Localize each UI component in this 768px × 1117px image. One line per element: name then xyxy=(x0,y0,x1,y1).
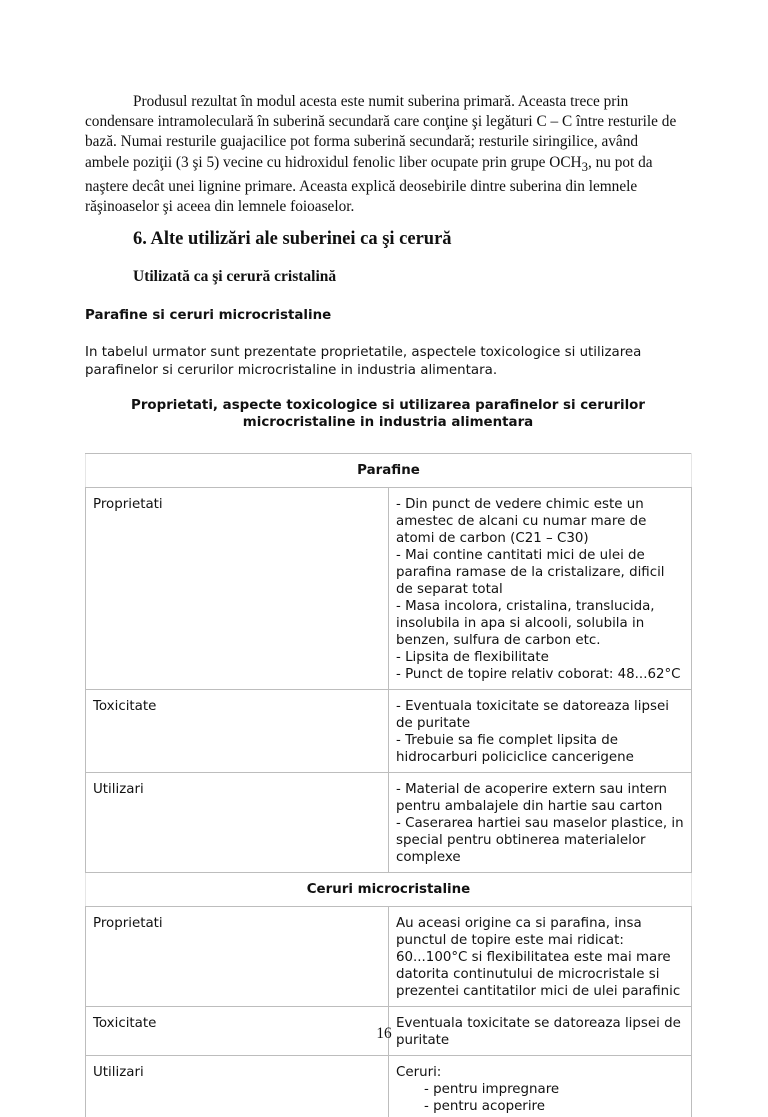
section-ceruri: Ceruri microcristaline xyxy=(86,873,692,907)
table-section-row xyxy=(86,454,692,488)
row-label-uses: Utilizari xyxy=(86,1056,389,1117)
parafine-toxicity-cell: - Eventuala toxicitate se datoreaza lipsei de puritate - Trebuie sa fie complet lipsita de hidrocarburi policiclice cancerigene xyxy=(389,690,692,773)
page-number: 16 xyxy=(0,1025,768,1043)
intro-paragraph: Produsul rezultat în modul acesta este numit suberina primară. Aceasta trece prin condensare intramoleculară în suberină secundară care conţine şi legături C – C între resturile de bază. Numai resturile guajacilice pot forma suberină secundară; resturile siringilice, având ambele poziţii (3 şi 5) vecine cu hidroxidul fenolic liber ocupate prin grupe $OCH_3$, nu pot da naştere decât unei lignine primare. Aceasta explică deosebirile dintre suberina din lemnele răşinoaselor şi aceea din lemnele foioaselor. xyxy=(85,92,685,217)
properties-table xyxy=(85,453,692,1117)
section-parafine: Parafine xyxy=(86,454,692,488)
table-section-row xyxy=(86,873,692,907)
row-label-toxicity: Toxicitate xyxy=(86,1007,389,1056)
section-heading: 6. Alte utilizări ale suberinei ca şi cerură xyxy=(133,229,452,250)
ceruri-properties-cell: Au aceasi origine ca si parafina, insa punctul de topire este mai ridicat: 60...100°C si flexibilitatea este mai mare datorita continutului de microcristale si prezentei cantitatilor mici de ulei parafinic xyxy=(389,907,692,1007)
parafine-properties-cell: - Din punct de vedere chimic este un amestec de alcani cu numar mare de atomi de carbon (C21 – C30) - Mai contine cantitati mici de ulei de parafina ramase de la cristalizare, dificil de separat total - Masa incolora, cristalina, translucida, insolubila in apa si alcooli, solubila in benzen, sulfura de carbon etc. - Lipsita de flexibilitate - Punct de topire relativ coborat: 48...62°C xyxy=(389,488,692,690)
row-label-uses: Utilizari xyxy=(86,773,389,873)
ceruri-toxicity-cell: Eventuala toxicitate se datoreaza lipsei de puritate xyxy=(389,1007,692,1056)
table-intro-paragraph: In tabelul urmator sunt prezentate proprietatile, aspectele toxicologice si utilizarea parafinelor si cerurilor microcristaline in industria alimentara. xyxy=(85,344,685,379)
row-label-properties: Proprietati xyxy=(86,488,389,690)
paraffins-heading: Parafine si ceruri microcristaline xyxy=(85,308,331,323)
table-row xyxy=(86,488,692,690)
row-label-toxicity: Toxicitate xyxy=(86,690,389,773)
subsection-heading: Utilizată ca şi cerură cristalină xyxy=(133,268,336,286)
table-title: Proprietati, aspecte toxicologice si utilizarea parafinelor si cerurilor microcristaline in industria alimentara xyxy=(85,397,691,431)
parafine-uses-cell: - Material de acoperire extern sau intern pentru ambalajele din hartie sau carton - Caserarea hartiei sau maselor plastice, in special pentru obtinerea materialelor complexe xyxy=(389,773,692,873)
ceruri-uses-cell: Ceruri: - pentru impregnare - pentru acoperire xyxy=(389,1056,692,1117)
table-row xyxy=(86,1056,692,1117)
table-row xyxy=(86,907,692,1007)
table-row xyxy=(86,690,692,773)
row-label-properties: Proprietati xyxy=(86,907,389,1007)
subscript-3: 3 xyxy=(582,160,588,174)
table-row xyxy=(86,773,692,873)
